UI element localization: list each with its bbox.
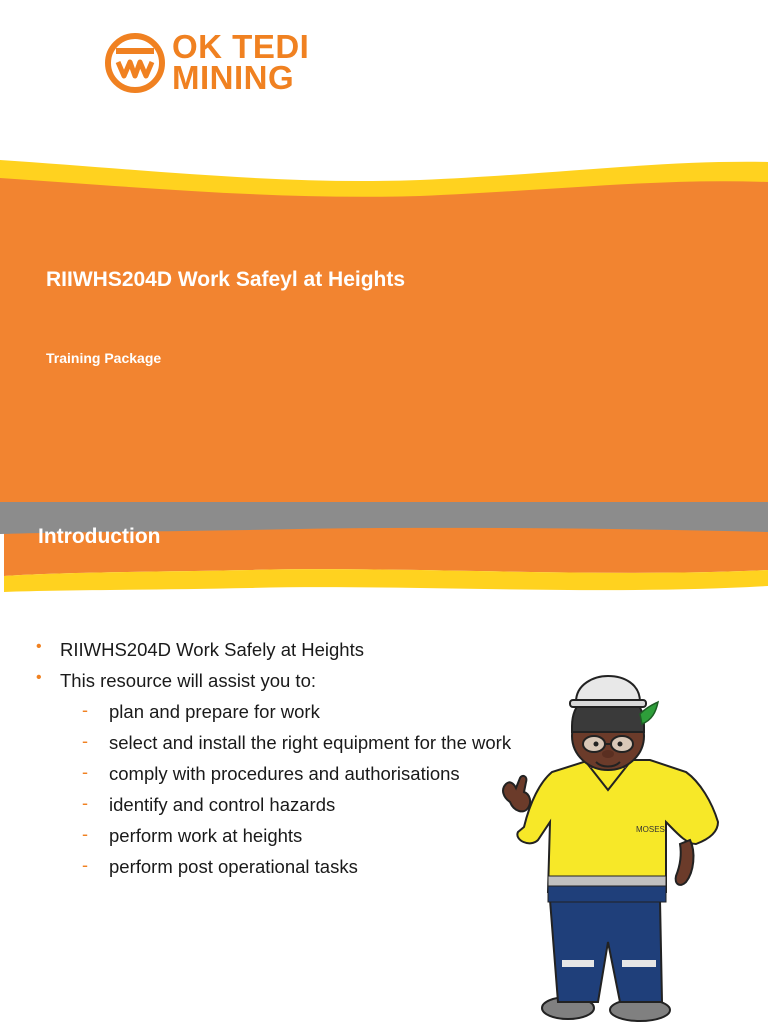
bullet-text: RIIWHS204D Work Safely at Heights xyxy=(60,639,364,660)
dash-icon: - xyxy=(82,855,88,875)
right-reflective-stripe xyxy=(622,960,656,967)
sub-bullet-text: perform post operational tasks xyxy=(109,856,358,877)
sub-bullet-text: plan and prepare for work xyxy=(109,701,320,722)
shirt-blue-band xyxy=(548,886,666,902)
sub-bullet-item xyxy=(36,732,556,763)
left-reflective-stripe xyxy=(562,960,594,967)
slide-title: RIIWHS204D Work Safeyl at Heights xyxy=(46,268,406,291)
sub-bullet-list xyxy=(36,701,556,887)
sub-bullet-item xyxy=(36,794,556,825)
logo-text-line2: MINING xyxy=(172,59,295,96)
hard-hat-brim xyxy=(570,700,646,707)
dash-icon: - xyxy=(82,762,88,782)
mascot-badge: MOSES xyxy=(636,825,665,834)
sub-bullet-item xyxy=(36,856,556,887)
nose xyxy=(602,750,614,758)
shirt-reflective-band xyxy=(548,876,666,886)
sub-bullet-item xyxy=(36,825,556,856)
bullet-list xyxy=(36,639,556,887)
slide-subtitle: Training Package xyxy=(46,350,162,366)
hard-hat xyxy=(576,676,640,702)
bullet-dot-icon: • xyxy=(36,638,42,655)
thumbs-up-hand xyxy=(503,776,530,811)
sub-bullet-text: select and install the right equipment for the work xyxy=(109,732,512,753)
dash-icon: - xyxy=(82,824,88,844)
trousers xyxy=(550,900,662,1002)
sub-bullet-text: identify and control hazards xyxy=(109,794,336,815)
top-banner-orange xyxy=(0,178,768,520)
dash-icon: - xyxy=(82,793,88,813)
mascot-illustration xyxy=(490,672,726,1024)
bullet-item xyxy=(36,670,556,701)
dash-icon: - xyxy=(82,700,88,720)
bullet-item xyxy=(36,639,556,670)
dash-icon: - xyxy=(82,731,88,751)
sub-bullet-item xyxy=(36,763,556,794)
logo-emblem-icon xyxy=(104,32,166,94)
bullet-dot-icon: • xyxy=(36,669,42,686)
section-heading: Introduction xyxy=(38,525,161,548)
right-eye xyxy=(618,742,623,747)
left-eye xyxy=(594,742,599,747)
right-arm xyxy=(676,840,694,885)
sub-bullet-item xyxy=(36,701,556,732)
company-logo xyxy=(104,30,314,98)
sub-bullet-text: perform work at heights xyxy=(109,825,303,846)
logo-text-line1: OK TEDI xyxy=(172,28,310,65)
sub-bullet-text: comply with procedures and authorisations xyxy=(109,763,460,784)
bullet-text: This resource will assist you to: xyxy=(60,670,317,691)
